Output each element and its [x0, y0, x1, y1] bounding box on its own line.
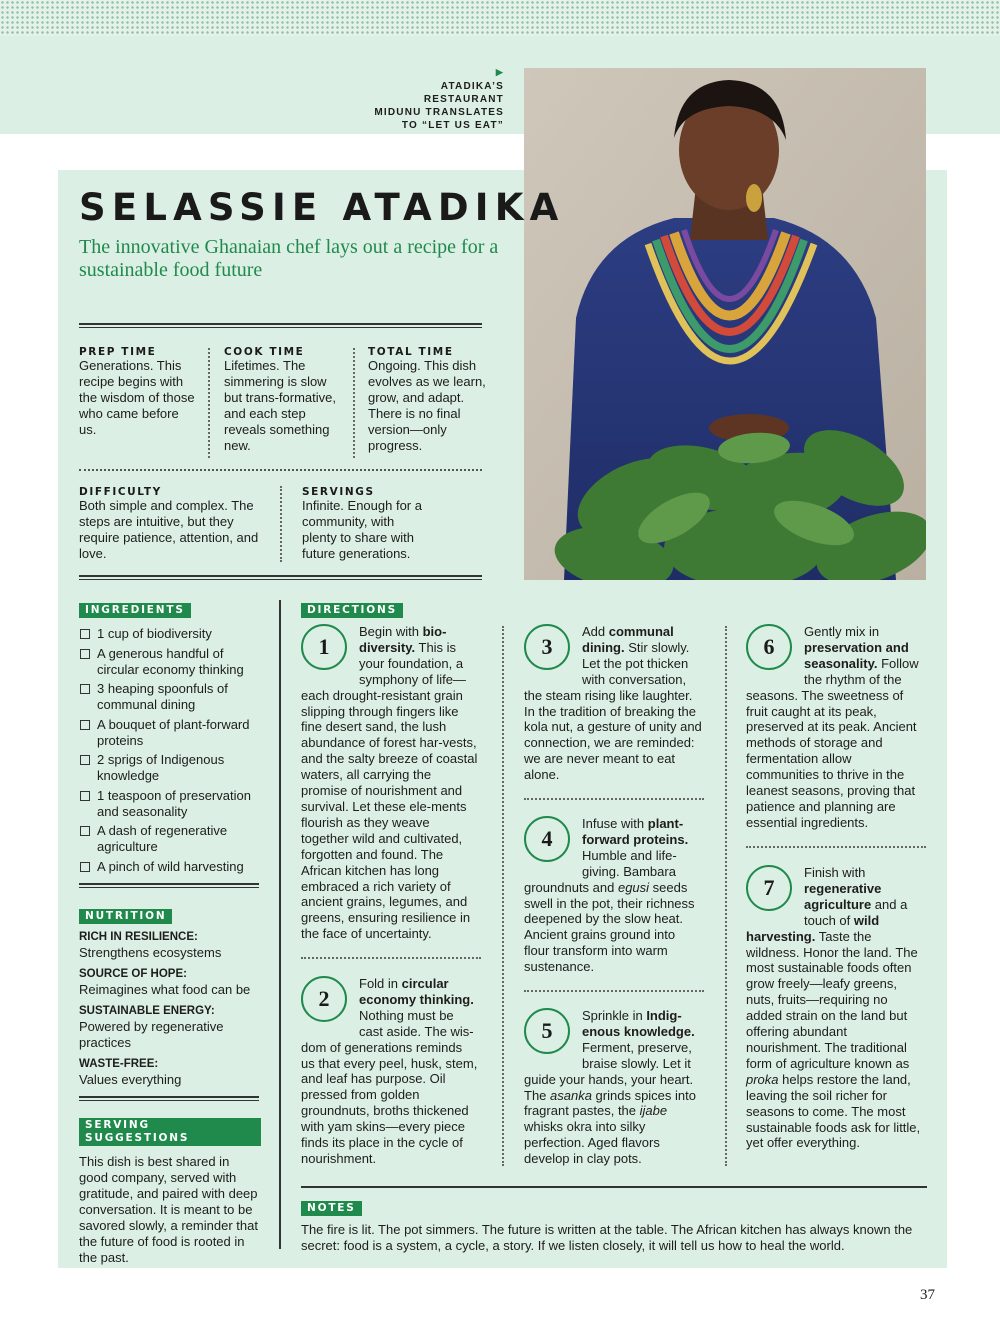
step-number: 6 — [746, 624, 792, 670]
direction-step-2: 2 Fold in circular economy thinking. Nothing must be cast aside. The wis-dom of generations reminds us that every peel, husk, stem, and leaf has purpose. Oil pressed from golden groundnuts, broths thickened with yam skins—every piece finds its place in the cycle of nourishment. — [301, 976, 478, 1166]
direction-step-6: 6 Gently mix in preservation and seasonality. Follow the rhythm of the seasons. The sweetness of fruit caught at its peak, preserved at its peak. Ancient methods of storage and fermentation allow communities to thrive in the leanest seasons, proving that patience and planning are essential ingredients. — [746, 624, 919, 830]
page-number: 37 — [920, 1287, 935, 1303]
list-item[interactable]: A pinch of wild harvesting — [79, 859, 261, 875]
direction-step-4: 4 Infuse with plant-forward proteins. Humble and life-giving. Bambara groundnuts and egusi seeds swell in the pot, their richness deepened by the slow heat. Ancient grains ground into flour transform into warm sustenance. — [524, 816, 695, 975]
direction-step-1: 1 Begin with bio-diversity. This is your foundation, a symphony of life—each drought-resistant grain slipping through fingers like fine desert sand, the lush abundance of forest har-vests, and the salty breeze of coastal waters, all carrying the promise of nourishment and survival. Let these ele-ments flourish as they weave together wild and cultivated, forgotten and found. The African kitchen has long embraced a rich variety of ancient grains, legumes, and greens, ensuring resilience in the face of uncertainty. — [301, 624, 478, 942]
photo-caption: ▶ ATADIKA’S RESTAURANT MIDUNU TRANSLATES TO “LET US EAT” — [330, 66, 504, 132]
difficulty: DIFFICULTY Both simple and complex. The steps are intuitive, but they require patience, attention, and love. — [79, 486, 259, 561]
direction-step-5: 5 Sprinkle in Indig-enous knowledge. Ferment, preserve, braise slowly. Let it guide your hands, your heart. The asanka grinds spices into fragrant pastes, the ijabe whisks okra into silky perfection. Aged flavors develop in clay pots. — [524, 1008, 696, 1167]
ingredients-section — [79, 600, 261, 878]
step-number: 1 — [301, 624, 347, 670]
divider — [301, 957, 481, 959]
column-divider — [279, 600, 281, 1249]
checkbox-icon[interactable] — [80, 629, 90, 639]
serving-heading: SERVING SUGGESTIONS — [79, 1118, 261, 1146]
checkbox-icon[interactable] — [80, 826, 90, 836]
direction-step-7: 7 Finish with regenerative agriculture and a touch of wild harvesting. Taste the wildness. Honor the land. The most sustainable foods often grow freely—leafy greens, nuts, fruits—requiring no added strain on the land but offering abundant nourishment. The traditional form of agriculture known as proka helps restore the land, leaving the soil richer for seasons to come. The most sustainable foods ask for little, yet offer everything. — [746, 865, 921, 1151]
notes-section: NOTES The fire is lit. The pot simmers. The future is written at the table. The African kitchen has always known the secret: food is a system, a cycle, a story. If we listen closely, it will tell us how to heal the world. — [301, 1202, 913, 1253]
nutrition-bottom-rule — [79, 1096, 259, 1101]
checkbox-icon[interactable] — [80, 755, 90, 765]
checkbox-icon[interactable] — [80, 684, 90, 694]
list-item[interactable]: 1 cup of biodiversity — [79, 626, 261, 642]
list-item[interactable]: 2 sprigs of Indigenous knowledge — [79, 752, 261, 784]
top-double-rule — [79, 323, 482, 328]
page-title: SELASSIE ATADIKA — [79, 186, 565, 229]
ingredients-bottom-rule — [79, 883, 259, 888]
divider — [746, 846, 926, 848]
serving-suggestions: SERVING SUGGESTIONS This dish is best shared in good company, served with gratitude, and paired with deep conversation. It is meant to be savored slowly, a reminder that the future of food is rooted in the past. — [79, 1118, 261, 1266]
mid-double-rule — [79, 575, 482, 580]
directions-section — [301, 600, 403, 618]
step-number: 7 — [746, 865, 792, 911]
directions-heading: DIRECTIONS — [301, 603, 403, 618]
page-subtitle: The innovative Ghanaian chef lays out a recipe for a sustainable food future — [79, 236, 499, 281]
step-number: 5 — [524, 1008, 570, 1054]
cook-time: COOK TIME Lifetimes. The simmering is slow but trans-formative, and each step reveals something new. — [224, 346, 336, 453]
nutrition-section: NUTRITION RICH IN RESILIENCE: Strengthens ecosystems SOURCE OF HOPE: Reimagines what food can be SUSTAINABLE ENERGY: Powered by regenerative practices WASTE-FREE: Values everything — [79, 910, 251, 1087]
step-number: 2 — [301, 976, 347, 1022]
servings: SERVINGS Infinite. Enough for a community, with plenty to share with future generations. — [302, 486, 422, 561]
divider — [208, 348, 210, 458]
divider — [353, 348, 355, 458]
list-item[interactable]: 3 heaping spoonfuls of communal dining — [79, 681, 261, 713]
checkbox-icon[interactable] — [80, 649, 90, 659]
total-time: TOTAL TIME Ongoing. This dish evolves as we learn, grow, and adapt. There is no final version—only progress. — [368, 346, 486, 453]
divider — [280, 486, 282, 562]
list-item[interactable]: 1 teaspoon of preservation and seasonality — [79, 788, 261, 820]
divider — [524, 990, 704, 992]
caption-arrow-icon: ▶ — [495, 67, 504, 77]
list-item[interactable]: A dash of regenerative agriculture — [79, 823, 261, 855]
ingredients-list — [79, 626, 261, 875]
divider — [725, 626, 727, 1166]
nutrition-heading: NUTRITION — [79, 909, 172, 924]
divider — [79, 469, 482, 471]
notes-top-rule — [301, 1186, 927, 1188]
direction-step-3: 3 Add communal dining. Stir slowly. Let the pot thicken with conversation, the steam rising like laughter. In the tradition of breaking the kola nut, a gesture of unity and connection, we are reminded: we are never meant to eat alone. — [524, 624, 702, 783]
prep-time: PREP TIME Generations. This recipe begins with the wisdom of those who came before us. — [79, 346, 195, 437]
list-item[interactable]: A generous handful of circular economy thinking — [79, 646, 261, 678]
dotted-top-strip — [0, 0, 1000, 36]
notes-heading: NOTES — [301, 1201, 362, 1216]
step-number: 3 — [524, 624, 570, 670]
checkbox-icon[interactable] — [80, 720, 90, 730]
checkbox-icon[interactable] — [80, 862, 90, 872]
divider — [502, 626, 504, 1166]
divider — [524, 798, 704, 800]
checkbox-icon[interactable] — [80, 791, 90, 801]
list-item[interactable]: A bouquet of plant-forward proteins — [79, 717, 261, 749]
step-number: 4 — [524, 816, 570, 862]
chef-photo — [524, 68, 926, 580]
ingredients-heading: INGREDIENTS — [79, 603, 191, 618]
